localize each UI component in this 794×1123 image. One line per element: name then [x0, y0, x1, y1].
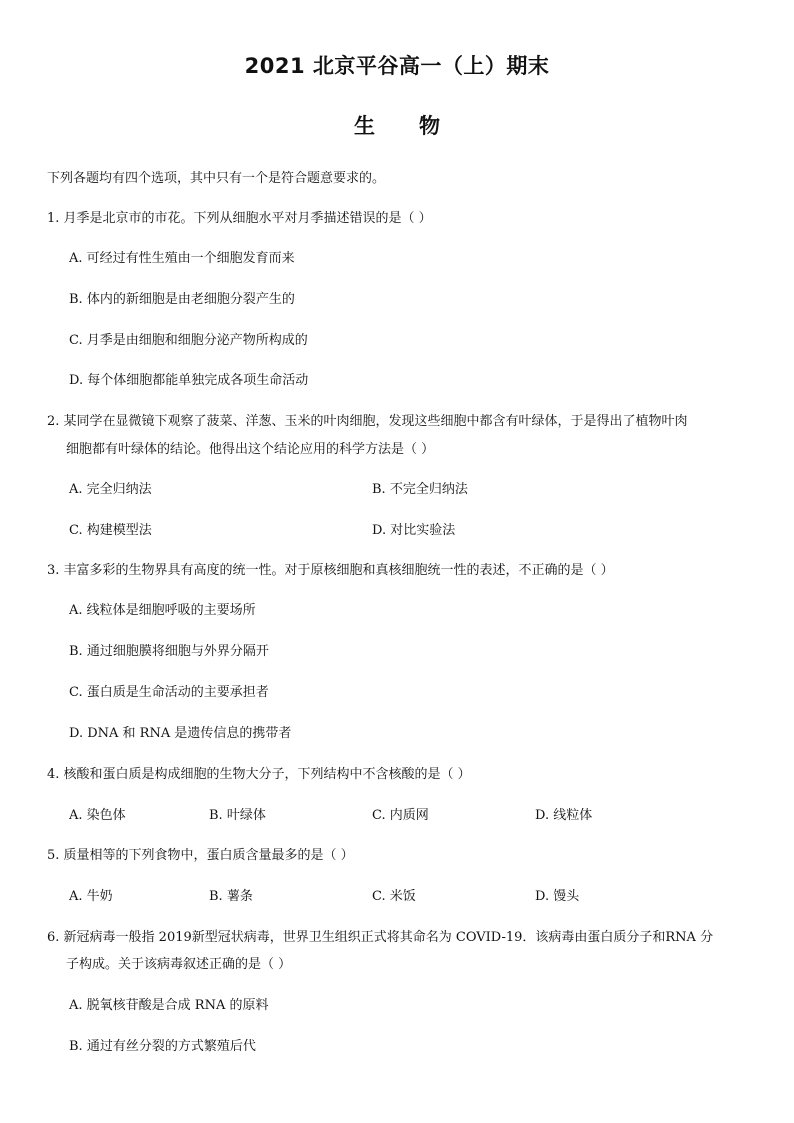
question-6-stem-continued: 子构成。关于该病毒叙述正确的是（ ）: [66, 957, 292, 972]
question-4-option-d: D. 线粒体: [535, 808, 593, 823]
question-5-option-a: A. 牛奶: [69, 889, 113, 904]
question-4-stem: 4. 核酸和蛋白质是构成细胞的生物大分子，下列结构中不含核酸的是（ ）: [47, 767, 471, 782]
question-1-option-a: A. 可经过有性生殖由一个细胞发育而来: [69, 251, 295, 266]
subject-char-1: 生: [354, 114, 375, 138]
question-1-option-c: C. 月季是由细胞和细胞分泌产物所构成的: [69, 333, 308, 348]
subject-char-2: 物: [419, 114, 440, 138]
question-5-option-b: B. 薯条: [209, 889, 253, 904]
question-5-option-d: D. 馒头: [535, 889, 580, 904]
question-2-option-a: A. 完全归纳法: [69, 482, 152, 497]
question-2-option-c: C. 构建模型法: [69, 523, 152, 538]
question-3-option-a: A. 线粒体是细胞呼吸的主要场所: [69, 603, 256, 618]
question-1-option-d: D. 每个体细胞都能单独完成各项生命活动: [69, 373, 309, 388]
question-2-stem: 2. 某同学在显微镜下观察了菠菜、洋葱、玉米的叶肉细胞，发现这些细胞中都含有叶绿体，于是得出了植物叶肉: [47, 414, 688, 429]
question-3-option-b: B. 通过细胞膜将细胞与外界分隔开: [69, 644, 269, 659]
question-2-option-b: B. 不完全归纳法: [372, 482, 468, 497]
question-3-option-c: C. 蛋白质是生命活动的主要承担者: [69, 685, 269, 700]
question-2-option-d: D. 对比实验法: [372, 523, 456, 538]
question-1-stem: 1. 月季是北京市的市花。下列从细胞水平对月季描述错误的是（ ）: [47, 211, 432, 226]
subject-heading: [0, 110, 794, 140]
question-6-option-b: B. 通过有丝分裂的方式繁殖后代: [69, 1039, 256, 1054]
question-1-option-b: B. 体内的新细胞是由老细胞分裂产生的: [69, 292, 295, 307]
question-4-option-a: A. 染色体: [69, 808, 126, 823]
question-2-stem-continued: 细胞都有叶绿体的结论。他得出这个结论应用的科学方法是（ ）: [66, 442, 435, 457]
question-4-option-b: B. 叶绿体: [209, 808, 266, 823]
exam-title: 2021 北京平谷高一（上）期末: [244, 54, 550, 78]
question-3-stem: 3. 丰富多彩的生物界具有高度的统一性。对于原核细胞和真核细胞统一性的表述，不正确的是（ ）: [47, 563, 614, 578]
instruction-text: 下列各题均有四个选项，其中只有一个是符合题意要求的。: [47, 171, 386, 186]
question-5-stem: 5. 质量相等的下列食物中，蛋白质含量最多的是（ ）: [47, 848, 354, 863]
question-6-stem: 6. 新冠病毒一般指 2019新型冠状病毒，世界卫生组织正式将其命名为 COVID-19．该病毒由蛋白质分子和RNA 分: [47, 930, 714, 945]
question-4-option-c: C. 内质网: [372, 808, 429, 823]
question-5-option-c: C. 米饭: [372, 889, 416, 904]
question-3-option-d: D. DNA 和 RNA 是遗传信息的携带者: [69, 726, 292, 741]
question-6-option-a: A. 脱氧核苷酸是合成 RNA 的原料: [69, 998, 269, 1013]
